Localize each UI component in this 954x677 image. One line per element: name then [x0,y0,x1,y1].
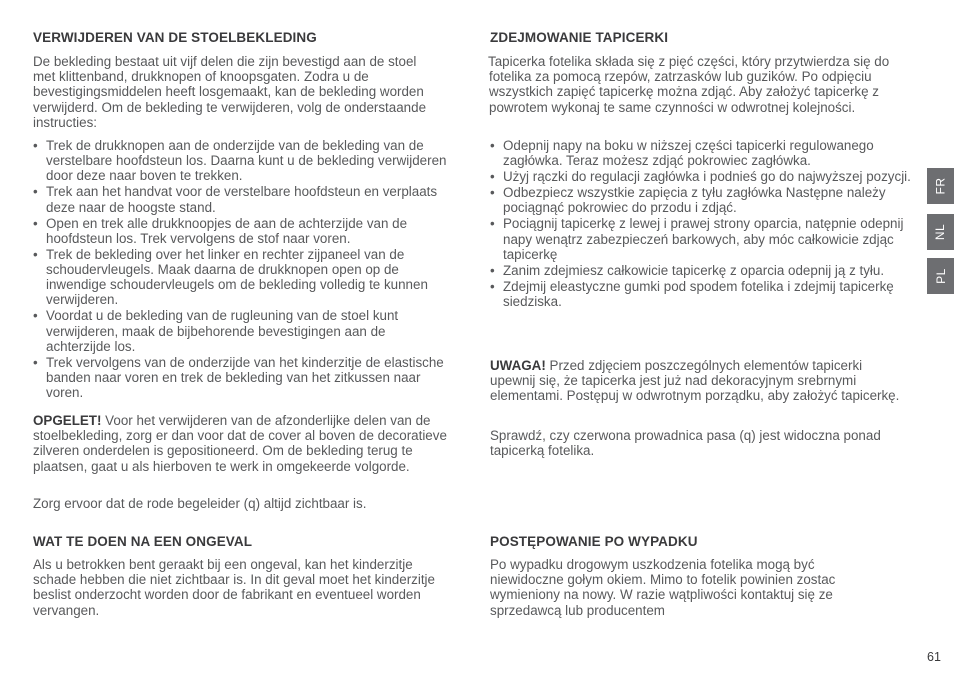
nl-removal-intro: De bekleding bestaat uit vijf delen die zijn bevestigd aan de stoel met klittenband, drukknopen of knoopsgaten. Zodra u de bevestigingsmiddelen heeft losgemaakt, kan de bekleding worden verwijderd. Om de bekleding te verwijderen, volg de onderstaande instructies: [33,54,427,130]
pl-accident-text: Po wypadku drogowym uszkodzenia fotelika mogą być niewidoczne gołym okiem. Mimo to fotelik powinien zostac wymieniony na nowy. W razie wątpliwości kontaktuj się ze sprzedawcą lub producentem [490,557,836,618]
nl-warning [33,413,455,474]
nl-step-item: • Trek de drukknopen aan de onderzijde van de bekleding van de verstelbare hoofdsteun los. Daarna kunt u de bekleding verwijderen door deze naar boven te trekken. [33,138,448,184]
nl-step-item: • Open en trek alle drukknoopjes de aan de achterzijde van de hoofdsteun los. Trek vervolgens de stof naar voren. [33,216,448,246]
language-tab-pl-label: PL [933,268,948,284]
language-tab-nl[interactable] [927,214,954,250]
pl-step-item: • Odepnij napy na boku w niższej części tapicerki regulowanego zagłówka. Teraz możesz zdjąć pokrowiec zagłówka. [490,138,915,168]
pl-removal-heading: ZDEJMOWANIE TAPICERKI [490,30,669,45]
pl-step-item: • Zanim zdejmiesz całkowicie tapicerkę z oparcia odepnij ją z tyłu. [490,263,915,278]
pl-warning-label: UWAGA! [490,358,546,373]
pl-warning [490,358,908,404]
nl-accident-text: Als u betrokken bent geraakt bij een ongeval, kan het kinderzitje schade hebben die niet zichtbaar is. In dit geval moet het kinderzitje beslist onderzocht worden door de fabrikant en eventueel worden vervangen. [33,557,435,618]
language-tab-fr-label: FR [933,177,948,195]
nl-step-item: • Trek aan het handvat voor de verstelbare hoofdsteun en verplaats deze naar de hoogste stand. [33,184,448,214]
language-tab-nl-label: NL [933,223,948,241]
nl-warning-text: Voor het verwijderen van de afzonderlijke delen van de stoelbekleding, zorg er dan voor dat de cover al boven de decoratieve zilveren onderdelen is gepositioneerd. Om de bekleding terug te plaatsen, gaat u als hierboven te werk in omgekeerde volgorde. [33,413,447,474]
nl-accident-heading: WAT TE DOEN NA EEN ONGEVAL [33,534,253,549]
pl-step-item: • Pociągnij tapicerkę z lewej i prawej strony oparcia, natępnie odepnij napy wenątrz zabezpieczeń barkowych, aby móc całkowicie zdjąc tapicerkę [490,216,915,262]
nl-step-item: • Trek vervolgens van de onderzijde van het kinderzitje de elastische banden naar voren en trek de bekleding van het zitkussen naar voren. [33,355,448,401]
pl-accident-heading: POSTĘPOWANIE PO WYPADKU [490,534,698,549]
pl-red-guide-note: Sprawdź, czy czerwona prowadnica pasa (q) jest widoczna ponad tapicerką fotelika. [490,428,881,459]
pl-warning-text: Przed zdjęciem poszczególnych elementów tapicerki upewnij się, że tapicerka jest już nad dekoracyjnym srebrnymi elementami. Postępuj w odwrotnym porządku, aby założyć tapicerkę. [490,358,900,404]
pl-removal-steps [490,138,915,310]
pl-step-item: • Zdejmij eleastyczne gumki pod spodem fotelika i zdejmij tapicerkę siedziska. [490,279,915,309]
nl-red-guide-note: Zorg ervoor dat de rode begeleider (q) altijd zichtbaar is. [33,496,367,511]
nl-removal-steps [33,138,448,401]
pl-removal-intro: Tapicerka fotelika składa się z pięć części, który przytwierdza się do fotelika za pomocą rzepów, zatrzasków lub guzików. Po odpięciu wszystkich zapięć tapicerkę można zdjąć. Aby założyć tapicerkę z powrotem wykonaj te same czynności w odwrotnej kolejności. [488,54,890,115]
nl-step-item: • Trek de bekleding over het linker en rechter zijpaneel van de schoudervleugels. Maak daarna de drukknopen open op de inwendige schoudervleugels om de bekleding volledig te kunnen verwijderen. [33,247,448,308]
language-tab-pl[interactable] [927,258,954,294]
nl-step-item: • Voordat u de bekleding van de rugleuning van de stoel kunt verwijderen, maak de bijbehorende bevestigingen aan de achterzijde los. [33,308,448,354]
page-number: 61 [927,650,941,664]
nl-warning-label: OPGELET! [33,413,102,428]
pl-step-item: • Użyj rączki do regulacji zagłówka i podnieś go do najwyższej pozycji. [490,169,915,184]
pl-step-item: • Odbezpiecz wszystkie zapięcia z tyłu zagłówka Następne należy pociągnąć pokrowiec do przodu i zdjąć. [490,185,915,215]
nl-removal-heading: VERWIJDEREN VAN DE STOELBEKLEDING [33,30,317,45]
language-tab-fr[interactable] [927,168,954,204]
